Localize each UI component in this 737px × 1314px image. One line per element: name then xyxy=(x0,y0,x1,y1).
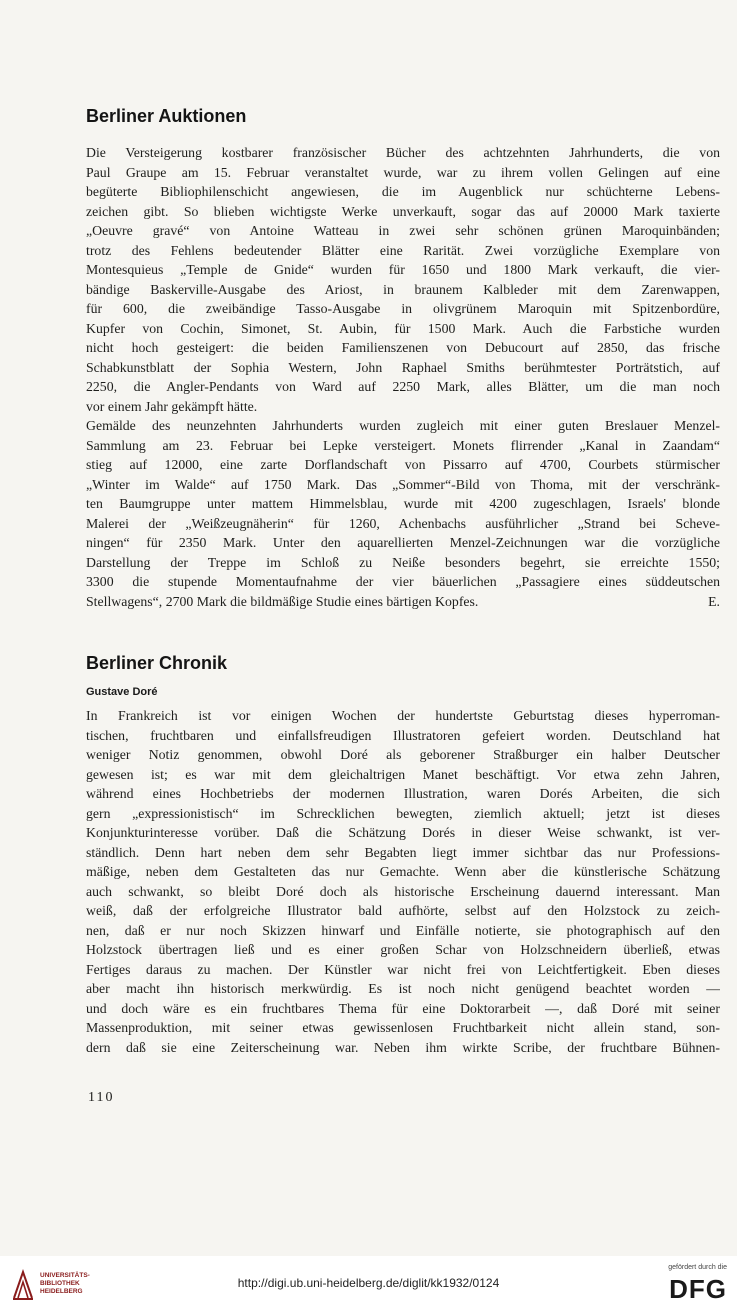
text-line: mäßige, neben dem Gestalteten das nur Gemachte. Wenn aber die künstlerische Schätzung xyxy=(86,864,720,879)
text-line: trotz des Fehlens bedeutender Blätter eine Rarität. Zwei vorzügliche Exemplare von xyxy=(86,242,720,258)
text-line: weiß, daß der erfolgreiche Illustrator bald aufhörte, selbst auf den Holzstock zu zeich- xyxy=(86,903,720,918)
text-line: auch schwankt, so bleibt Doré doch als historische Erscheinung dauernd interessant. Man xyxy=(86,883,720,899)
text-line: In Frankreich ist vor einigen Wochen der hundertste Geburtstag dieses hyperroman- xyxy=(86,708,720,723)
text-line: ten Baumgruppe unter mattem Himmelsblau, wurde mit 4200 zugeschlagen, Israels' blonde xyxy=(86,496,720,511)
subheading-dore: Gustave Doré xyxy=(86,686,158,698)
text-line: Konjunkturinteresse vorüber. Daß die Schätzung Dorés in dieser Weise schwankt, ist ver- xyxy=(86,825,720,840)
text-line: tischen, fruchtbaren und einfallsfreudigen Illustratoren gefeiert worden. Deutschland hat xyxy=(86,727,720,743)
text-line: vor einem Jahr gekämpft hätte. xyxy=(86,398,258,414)
text-line: ständlich. Denn hart neben dem sehr Begabten liegt immer sichtbar das nur Professions- xyxy=(86,844,720,860)
author-signature: E. xyxy=(708,593,720,609)
funded-by-label: gefördert durch die xyxy=(668,1264,727,1271)
text-line: Holzstock übertragen ließ und es einer großen Schar von Holzschneidern überließ, etwas xyxy=(86,942,720,957)
text-line: nen, daß er nur noch Skizzen hinwarf und Einfälle notierte, sie photographisch auf den xyxy=(86,922,720,938)
text-line: während eines Hochbetriebs der modernen Illustration, waren Dorés Arbeiten, die sich xyxy=(86,786,720,801)
text-line: zeichen gibt. So blieben wichtigste Werke unverkauft, sogar das auf 20000 Mark taxierte xyxy=(86,203,720,219)
text-line: bändige Baskerville-Ausgabe des Ariost, in braunem Kalbleder mit dem Zarenwappen, xyxy=(86,281,720,297)
text-line: weniger Notiz genommen, obwohl Doré als geborener Straßburger ein halber Deutscher xyxy=(86,747,720,762)
text-line: Darstellung der Treppe im Schloß zu Neiße besonders begehrt, sie erreichte 1550; xyxy=(86,554,720,570)
text-line: Paul Graupe am 15. Februar veranstaltet wurde, war zu ihrem vollen Gelingen auf eine xyxy=(86,164,720,180)
library-name-line: HEIDELBERG xyxy=(40,1288,83,1295)
page-number: 110 xyxy=(88,1090,115,1105)
text-line-with-signature xyxy=(86,592,720,612)
text-line: „Winter im Walde“ auf 1750 Mark. Das „Sommer“-Bild von Thoma, mit der verschränk- xyxy=(86,476,720,492)
library-name-line: BIBLIOTHEK xyxy=(40,1280,80,1287)
text-line: aber macht ihn historisch merkwürdig. Es ist noch nicht genügend beachtet worden — xyxy=(86,981,720,996)
text-line: Gemälde des neunzehnten Jahrhunderts wurden zugleich mit einer guten Breslauer Menzel- xyxy=(86,418,720,433)
text-line: stieg auf 12000, eine zarte Dorflandschaft von Pissarro auf 4700, Courbets stürmischer xyxy=(86,457,720,472)
text-line: ningen“ für 2350 Mark. Unter den aquarellierten Menzel-Zeichnungen war die vorzügliche xyxy=(86,535,720,550)
text-line: Schabkunstblatt der Sophia Western, John Raphael Smiths berühmtester Porträtstich, auf xyxy=(86,359,720,375)
text-line: gewesen ist; es war mit dem gleichaltrigen Manet beschäftigt. Vor etwa zehn Jahren, xyxy=(86,766,720,782)
text-line: Die Versteigerung kostbarer französischer Bücher des achtzehnten Jahrhunderts, die von xyxy=(86,145,720,160)
text-line: Stellwagens“, 2700 Mark die bildmäßige Studie eines bärtigen Kopfes. xyxy=(86,593,479,609)
text-line: 2250, die Angler-Pendants von Ward auf 2250 Mark, alles Blätter, um die man noch xyxy=(86,379,720,394)
text-line: Malerei der „Weißzeugnäherin“ für 1260, Achenbachs ausführlicher „Strand bei Scheve- xyxy=(86,515,720,531)
dfg-logo: DFG xyxy=(669,1274,727,1304)
paragraph-chronik xyxy=(86,706,720,1057)
text-line: Kupfer von Cochin, Simonet, St. Aubin, für 1500 Mark. Auch die Farbstiche wurden xyxy=(86,320,720,336)
text-line: gern „expressionistisch“ im Schrecklichen bewegten, ziemlich aktuell; jetzt ist dieses xyxy=(86,805,720,821)
text-line: Fertiges daraus zu machen. Der Künstler war nicht frei von Leichtfertigkeit. Eben dieses xyxy=(86,961,720,977)
text-line: 3300 die stupende Momentaufnahme der vier bäuerlichen „Passagiere eines süddeutschen xyxy=(86,574,720,589)
text-line: „Oeuvre gravé“ von Antoine Watteau in zwei sehr schönen grünen Maroquinbänden; xyxy=(86,223,720,238)
text-line: nicht hoch gesteigert: die beiden Familienszenen von Debucourt auf 2850, das frische xyxy=(86,340,720,355)
text-line: und doch wäre es ein fruchtbares Thema für eine Doktorarbeit —, daß Doré mit seiner xyxy=(86,1000,720,1016)
text-line: begüterte Bibliophilenschicht angewiesen, die im Augenblick nur schüchterne Lebens- xyxy=(86,184,720,199)
text-line: Massenproduktion, mit seiner etwas gewissenlosen Fruchtbarkeit nicht allein stand, son- xyxy=(86,1020,720,1035)
text-line: dern daß sie eine Zeiterscheinung war. Neben ihm wirkte Scribe, der fruchtbare Bühnen- xyxy=(86,1039,720,1055)
viewer-footer xyxy=(0,1256,737,1314)
section-title-chronik: Berliner Chronik xyxy=(86,653,228,673)
library-name-line: UNIVERSITÄTS- xyxy=(40,1272,90,1279)
text-line: für 600, die zweibändige Tasso-Ausgabe in olivgrünem Maroquin mit Spitzenbordüre, xyxy=(86,301,720,316)
section-title-auktionen: Berliner Auktionen xyxy=(86,106,247,126)
paragraph-auktionen-2 xyxy=(86,416,720,611)
text-line: Sammlung am 23. Februar bei Lepke versteigert. Monets flirrender „Kanal in Zaandam“ xyxy=(86,437,720,453)
paragraph-auktionen-1 xyxy=(86,143,720,416)
document-url-link[interactable]: http://digi.ub.uni-heidelberg.de/diglit/kk1932/0124 xyxy=(237,1276,500,1290)
text-line: Montesquieus „Temple de Gnide“ wurden für 1650 und 1800 Mark verkauft, die vier- xyxy=(86,262,720,277)
